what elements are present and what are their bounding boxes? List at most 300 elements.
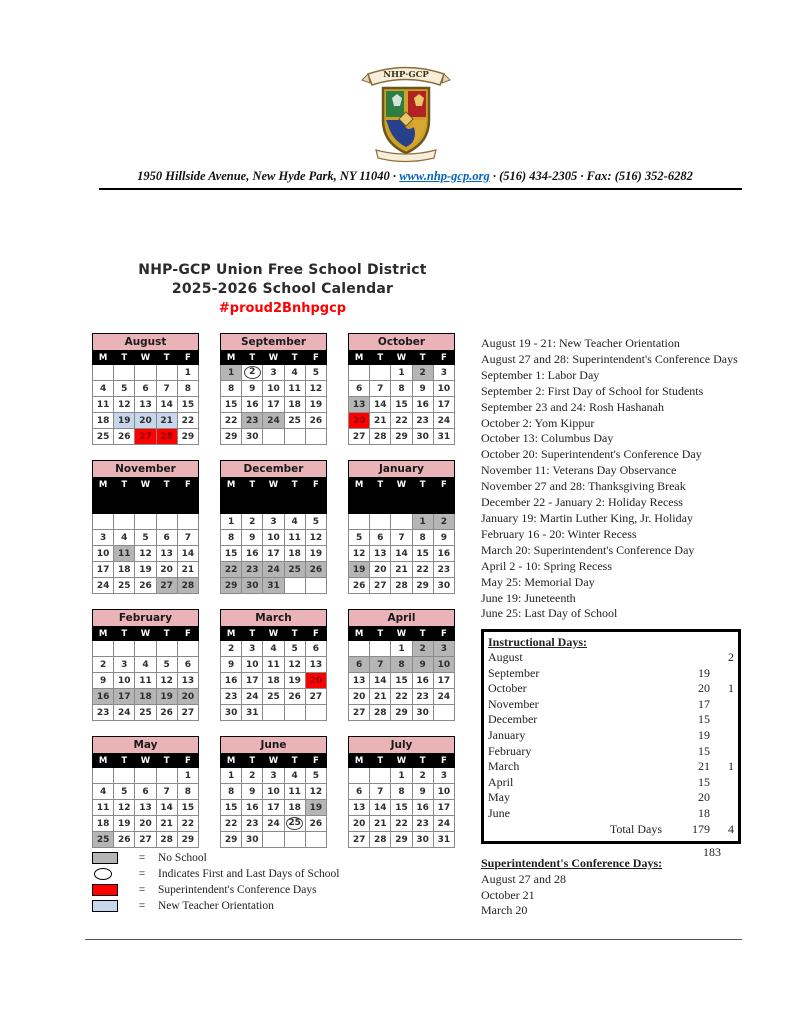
day-cell: 3 bbox=[242, 641, 263, 657]
key-date-item: August 27 and 28: Superintendent's Conference Days bbox=[481, 351, 738, 366]
day-cell: 24 bbox=[433, 689, 454, 705]
day-cell: 29 bbox=[391, 429, 412, 445]
day-cell: 29 bbox=[177, 832, 198, 848]
weekday-header: F bbox=[433, 351, 454, 365]
day-cell: 17 bbox=[263, 546, 284, 562]
day-cell: 29 bbox=[221, 429, 242, 445]
day-cell: 29 bbox=[177, 429, 198, 445]
address-line bbox=[85, 169, 745, 184]
day-cell: 23 bbox=[242, 413, 263, 429]
day-cell: 21 bbox=[156, 413, 177, 429]
day-cell: 5 bbox=[305, 514, 326, 530]
legend-label: Superintendent's Conference Days bbox=[158, 884, 317, 896]
day-cell bbox=[93, 768, 114, 784]
day-cell: 12 bbox=[305, 784, 326, 800]
day-cell bbox=[93, 514, 114, 530]
school-crest-logo bbox=[356, 58, 456, 166]
day-cell: 25 bbox=[93, 832, 114, 848]
day-cell: 14 bbox=[391, 546, 412, 562]
month-calendar-october bbox=[348, 333, 455, 445]
footer-divider bbox=[85, 939, 742, 940]
day-cell bbox=[135, 514, 156, 530]
day-cell: 11 bbox=[93, 397, 114, 413]
day-cell: 31 bbox=[242, 705, 263, 721]
conference-day-item: October 21 bbox=[481, 887, 535, 902]
day-cell: 23 bbox=[221, 689, 242, 705]
weekday-header: W bbox=[263, 351, 284, 365]
day-cell: 7 bbox=[391, 530, 412, 546]
weekday-header: T bbox=[412, 627, 433, 641]
day-cell: 22 bbox=[221, 413, 242, 429]
day-cell: 23 bbox=[412, 816, 433, 832]
day-cell: 1 bbox=[391, 365, 412, 381]
black-band bbox=[349, 492, 455, 514]
day-cell: 20 bbox=[135, 413, 156, 429]
day-cell: 25 bbox=[93, 429, 114, 445]
day-cell: 9 bbox=[433, 530, 454, 546]
day-cell: 12 bbox=[284, 657, 305, 673]
day-cell bbox=[284, 832, 305, 848]
equals-sign: = bbox=[138, 852, 146, 864]
key-date-item: September 23 and 24: Rosh Hashanah bbox=[481, 399, 664, 414]
weekday-header: W bbox=[263, 478, 284, 492]
day-cell: 22 bbox=[221, 562, 242, 578]
day-cell: 7 bbox=[156, 784, 177, 800]
day-cell: 23 bbox=[242, 816, 263, 832]
weekday-header: W bbox=[135, 627, 156, 641]
day-cell: 26 bbox=[135, 578, 156, 594]
day-cell: 27 bbox=[177, 705, 198, 721]
weekday-header: T bbox=[284, 478, 305, 492]
day-cell: 24 bbox=[263, 413, 284, 429]
day-cell: 14 bbox=[156, 397, 177, 413]
weekday-header: M bbox=[349, 351, 370, 365]
website-link[interactable]: www.nhp-gcp.org bbox=[399, 169, 490, 183]
day-cell: 10 bbox=[263, 784, 284, 800]
day-cell: 8 bbox=[221, 784, 242, 800]
day-cell: 25 bbox=[135, 705, 156, 721]
day-cell bbox=[305, 832, 326, 848]
day-cell: 7 bbox=[370, 784, 391, 800]
day-cell bbox=[305, 705, 326, 721]
legend-label: Indicates First and Last Days of School bbox=[158, 868, 340, 880]
day-cell: 23 bbox=[412, 689, 433, 705]
day-cell: 22 bbox=[391, 689, 412, 705]
day-cell: 19 bbox=[349, 562, 370, 578]
day-cell bbox=[284, 816, 305, 832]
day-cell bbox=[156, 514, 177, 530]
day-cell: 21 bbox=[370, 816, 391, 832]
day-cell: 5 bbox=[114, 381, 135, 397]
day-cell: 19 bbox=[114, 816, 135, 832]
key-date-item: October 20: Superintendent's Conference Day bbox=[481, 447, 702, 462]
day-cell: 11 bbox=[263, 657, 284, 673]
day-cell: 15 bbox=[391, 673, 412, 689]
weekday-header: T bbox=[156, 754, 177, 768]
weekday-header: W bbox=[135, 351, 156, 365]
day-cell: 9 bbox=[412, 784, 433, 800]
day-cell: 28 bbox=[391, 578, 412, 594]
day-cell: 27 bbox=[135, 429, 156, 445]
day-cell: 17 bbox=[263, 800, 284, 816]
day-cell: 4 bbox=[284, 514, 305, 530]
weekday-header: T bbox=[156, 351, 177, 365]
day-cell: 10 bbox=[242, 657, 263, 673]
crest-graphic bbox=[356, 58, 456, 166]
weekday-header: M bbox=[93, 351, 114, 365]
day-cell: 18 bbox=[93, 816, 114, 832]
day-cell: 12 bbox=[349, 546, 370, 562]
weekday-header: W bbox=[263, 627, 284, 641]
day-cell: 9 bbox=[242, 530, 263, 546]
day-cell bbox=[177, 514, 198, 530]
day-cell: 15 bbox=[221, 546, 242, 562]
day-cell bbox=[156, 768, 177, 784]
day-cell: 9 bbox=[93, 673, 114, 689]
day-cell bbox=[349, 514, 370, 530]
day-cell: 19 bbox=[135, 562, 156, 578]
day-cell: 5 bbox=[349, 530, 370, 546]
day-cell bbox=[370, 768, 391, 784]
instructional-row: March 21 1 bbox=[488, 759, 734, 774]
day-cell: 19 bbox=[305, 397, 326, 413]
instructional-row: September 19 bbox=[488, 665, 710, 680]
key-date-item: February 16 - 20: Winter Recess bbox=[481, 526, 637, 541]
day-cell: 2 bbox=[412, 768, 433, 784]
day-cell: 27 bbox=[370, 578, 391, 594]
day-cell: 8 bbox=[391, 784, 412, 800]
day-cell: 9 bbox=[242, 784, 263, 800]
day-cell: 27 bbox=[349, 705, 370, 721]
weekday-header: T bbox=[114, 478, 135, 492]
day-cell: 16 bbox=[412, 673, 433, 689]
day-cell: 7 bbox=[177, 530, 198, 546]
legend-row bbox=[92, 866, 339, 882]
day-cell: 26 bbox=[349, 578, 370, 594]
day-cell bbox=[177, 641, 198, 657]
weekday-header: W bbox=[135, 754, 156, 768]
day-cell: 13 bbox=[349, 673, 370, 689]
day-cell: 21 bbox=[156, 816, 177, 832]
day-cell: 16 bbox=[242, 800, 263, 816]
day-cell: 11 bbox=[114, 546, 135, 562]
day-cell: 30 bbox=[242, 429, 263, 445]
day-cell: 30 bbox=[221, 705, 242, 721]
day-cell: 3 bbox=[433, 768, 454, 784]
day-cell: 5 bbox=[114, 784, 135, 800]
day-cell: 12 bbox=[135, 546, 156, 562]
instructional-days-title: Instructional Days: bbox=[488, 635, 588, 649]
instructional-row: October 20 1 bbox=[488, 681, 734, 696]
day-cell: 2 bbox=[412, 365, 433, 381]
weekday-header: T bbox=[412, 351, 433, 365]
day-cell bbox=[114, 365, 135, 381]
day-cell: 6 bbox=[349, 657, 370, 673]
day-cell: 17 bbox=[114, 689, 135, 705]
day-cell: 26 bbox=[114, 832, 135, 848]
month-name: January bbox=[349, 461, 455, 478]
day-cell: 25 bbox=[284, 413, 305, 429]
day-cell: 4 bbox=[284, 365, 305, 381]
legend bbox=[92, 850, 339, 914]
day-cell: 5 bbox=[135, 530, 156, 546]
day-cell: 20 bbox=[156, 562, 177, 578]
day-cell: 24 bbox=[433, 816, 454, 832]
day-cell: 6 bbox=[305, 641, 326, 657]
calendar-grid bbox=[92, 333, 458, 848]
conference-days-items bbox=[481, 872, 662, 919]
day-cell: 17 bbox=[93, 562, 114, 578]
day-cell: 6 bbox=[370, 530, 391, 546]
weekday-header: T bbox=[114, 754, 135, 768]
day-cell: 31 bbox=[433, 832, 454, 848]
day-cell bbox=[263, 832, 284, 848]
day-cell: 2 bbox=[221, 641, 242, 657]
day-cell bbox=[305, 429, 326, 445]
day-cell: 4 bbox=[263, 641, 284, 657]
day-cell: 21 bbox=[177, 562, 198, 578]
day-cell: 11 bbox=[93, 800, 114, 816]
day-cell: 28 bbox=[370, 705, 391, 721]
day-cell: 7 bbox=[370, 657, 391, 673]
day-cell: 14 bbox=[156, 800, 177, 816]
weekday-header: W bbox=[391, 351, 412, 365]
day-cell: 23 bbox=[433, 562, 454, 578]
day-cell: 5 bbox=[305, 365, 326, 381]
legend-row bbox=[92, 850, 339, 866]
day-cell: 5 bbox=[284, 641, 305, 657]
day-cell bbox=[93, 641, 114, 657]
conference-day-item: March 20 bbox=[481, 903, 528, 918]
header-divider bbox=[99, 188, 742, 190]
day-cell: 10 bbox=[263, 381, 284, 397]
day-cell: 20 bbox=[177, 689, 198, 705]
day-cell: 13 bbox=[135, 397, 156, 413]
day-cell: 17 bbox=[433, 673, 454, 689]
month-name: March bbox=[221, 610, 327, 627]
day-cell: 30 bbox=[412, 832, 433, 848]
day-cell: 2 bbox=[412, 641, 433, 657]
month-calendar-april bbox=[348, 609, 455, 721]
weekday-header: T bbox=[370, 478, 391, 492]
key-date-item: June 19: Juneteenth bbox=[481, 590, 576, 605]
instructional-row: June 18 bbox=[488, 805, 710, 820]
day-cell: 24 bbox=[242, 689, 263, 705]
day-cell: 13 bbox=[177, 673, 198, 689]
day-cell: 14 bbox=[370, 800, 391, 816]
day-cell: 9 bbox=[412, 657, 433, 673]
weekday-header: F bbox=[177, 351, 198, 365]
legend-row bbox=[92, 898, 339, 914]
day-cell: 13 bbox=[135, 800, 156, 816]
day-cell: 4 bbox=[135, 657, 156, 673]
instructional-row: November 17 bbox=[488, 696, 710, 711]
day-cell: 17 bbox=[433, 800, 454, 816]
key-date-item: October 13: Columbus Day bbox=[481, 431, 614, 446]
instructional-row: December 15 bbox=[488, 712, 710, 727]
day-cell: 25 bbox=[263, 689, 284, 705]
month-name: December bbox=[221, 461, 327, 478]
key-dates-list bbox=[481, 336, 783, 622]
day-cell: 1 bbox=[412, 514, 433, 530]
day-cell: 11 bbox=[284, 784, 305, 800]
grand-total-days: 183 bbox=[703, 845, 721, 859]
day-cell bbox=[284, 705, 305, 721]
day-cell: 22 bbox=[391, 413, 412, 429]
day-cell: 28 bbox=[177, 578, 198, 594]
day-cell: 31 bbox=[433, 429, 454, 445]
day-cell bbox=[349, 768, 370, 784]
day-cell: 30 bbox=[412, 705, 433, 721]
instructional-row: February 15 bbox=[488, 743, 710, 758]
day-cell: 15 bbox=[177, 800, 198, 816]
month-name: November bbox=[93, 461, 199, 478]
day-cell: 30 bbox=[412, 429, 433, 445]
day-cell: 20 bbox=[370, 562, 391, 578]
day-cell bbox=[391, 514, 412, 530]
key-date-item: January 19: Martin Luther King, Jr. Holiday bbox=[481, 510, 693, 525]
weekday-header: M bbox=[93, 754, 114, 768]
day-cell: 15 bbox=[177, 397, 198, 413]
day-cell: 22 bbox=[221, 816, 242, 832]
legend-label: New Teacher Orientation bbox=[158, 900, 274, 912]
month-name: May bbox=[93, 737, 199, 754]
month-name: September bbox=[221, 334, 327, 351]
day-cell: 26 bbox=[156, 705, 177, 721]
day-cell: 16 bbox=[242, 546, 263, 562]
day-cell: 9 bbox=[221, 657, 242, 673]
instructional-row: April 15 bbox=[488, 774, 710, 789]
day-cell: 26 bbox=[305, 562, 326, 578]
black-band bbox=[93, 492, 199, 514]
day-cell: 3 bbox=[263, 514, 284, 530]
key-date-item: May 25: Memorial Day bbox=[481, 574, 595, 589]
equals-sign: = bbox=[138, 868, 146, 880]
day-cell: 29 bbox=[391, 832, 412, 848]
weekday-header: M bbox=[221, 351, 242, 365]
day-cell bbox=[370, 641, 391, 657]
day-cell: 24 bbox=[263, 816, 284, 832]
day-cell: 6 bbox=[177, 657, 198, 673]
day-cell: 25 bbox=[284, 562, 305, 578]
day-cell: 6 bbox=[156, 530, 177, 546]
month-calendar-march bbox=[220, 609, 327, 721]
day-cell: 1 bbox=[221, 514, 242, 530]
day-cell: 13 bbox=[349, 800, 370, 816]
day-cell: 28 bbox=[370, 429, 391, 445]
month-name: April bbox=[349, 610, 455, 627]
weekday-header: F bbox=[305, 627, 326, 641]
weekday-header: M bbox=[93, 478, 114, 492]
day-cell: 24 bbox=[433, 413, 454, 429]
day-cell: 15 bbox=[221, 397, 242, 413]
weekday-header: W bbox=[263, 754, 284, 768]
month-calendar-june bbox=[220, 736, 327, 848]
key-date-item: November 27 and 28: Thanksgiving Break bbox=[481, 479, 686, 494]
day-cell: 20 bbox=[349, 413, 370, 429]
weekday-header: F bbox=[305, 351, 326, 365]
legend-label: No School bbox=[158, 852, 207, 864]
weekday-header: T bbox=[284, 754, 305, 768]
day-cell bbox=[114, 768, 135, 784]
day-cell: 26 bbox=[305, 413, 326, 429]
day-cell: 19 bbox=[156, 689, 177, 705]
conference-days-title: Superintendent's Conference Days: bbox=[481, 856, 663, 870]
month-calendar-july bbox=[348, 736, 455, 848]
key-date-item: December 22 - January 2: Holiday Recess bbox=[481, 495, 683, 510]
month-calendar-december bbox=[220, 460, 327, 594]
instructional-row: January 19 bbox=[488, 727, 710, 742]
day-cell: 24 bbox=[263, 562, 284, 578]
day-cell: 24 bbox=[114, 705, 135, 721]
day-cell: 19 bbox=[305, 800, 326, 816]
instructional-row: August 2 bbox=[488, 650, 734, 664]
weekday-header: T bbox=[412, 478, 433, 492]
weekday-header: T bbox=[370, 351, 391, 365]
weekday-header: F bbox=[177, 627, 198, 641]
day-cell bbox=[370, 514, 391, 530]
day-cell: 17 bbox=[242, 673, 263, 689]
day-cell bbox=[349, 641, 370, 657]
day-cell: 18 bbox=[284, 397, 305, 413]
day-cell: 13 bbox=[305, 657, 326, 673]
weekday-header: T bbox=[284, 627, 305, 641]
day-cell: 16 bbox=[433, 546, 454, 562]
key-date-item: March 20: Superintendent's Conference Day bbox=[481, 542, 695, 557]
month-calendar-november bbox=[92, 460, 199, 594]
day-cell: 30 bbox=[433, 578, 454, 594]
weekday-header: F bbox=[433, 754, 454, 768]
day-cell: 7 bbox=[370, 381, 391, 397]
day-cell: 23 bbox=[242, 562, 263, 578]
day-cell: 24 bbox=[93, 578, 114, 594]
day-cell: 9 bbox=[412, 381, 433, 397]
day-cell: 8 bbox=[221, 530, 242, 546]
day-cell: 1 bbox=[177, 365, 198, 381]
day-cell: 5 bbox=[305, 768, 326, 784]
day-cell: 14 bbox=[177, 546, 198, 562]
day-cell bbox=[263, 705, 284, 721]
weekday-header: W bbox=[391, 627, 412, 641]
day-cell: 28 bbox=[156, 429, 177, 445]
day-cell: 12 bbox=[156, 673, 177, 689]
legend-swatch-blue bbox=[92, 900, 118, 912]
day-cell: 18 bbox=[93, 413, 114, 429]
day-cell bbox=[284, 578, 305, 594]
day-cell: 30 bbox=[242, 832, 263, 848]
day-cell: 1 bbox=[221, 768, 242, 784]
weekday-header: T bbox=[242, 627, 263, 641]
weekday-header: M bbox=[349, 627, 370, 641]
month-name: July bbox=[349, 737, 455, 754]
day-cell: 11 bbox=[284, 530, 305, 546]
weekday-header: T bbox=[156, 627, 177, 641]
weekday-header: W bbox=[135, 478, 156, 492]
weekday-header: T bbox=[370, 627, 391, 641]
day-cell: 17 bbox=[433, 397, 454, 413]
day-cell: 12 bbox=[305, 530, 326, 546]
day-cell: 26 bbox=[114, 429, 135, 445]
day-cell: 6 bbox=[349, 381, 370, 397]
day-cell: 4 bbox=[93, 381, 114, 397]
weekday-header: T bbox=[284, 351, 305, 365]
day-cell bbox=[135, 768, 156, 784]
day-cell: 22 bbox=[391, 816, 412, 832]
crest-banner-text: NHP·GCP bbox=[383, 70, 429, 80]
day-cell: 27 bbox=[156, 578, 177, 594]
day-cell: 28 bbox=[370, 832, 391, 848]
day-cell: 6 bbox=[135, 784, 156, 800]
